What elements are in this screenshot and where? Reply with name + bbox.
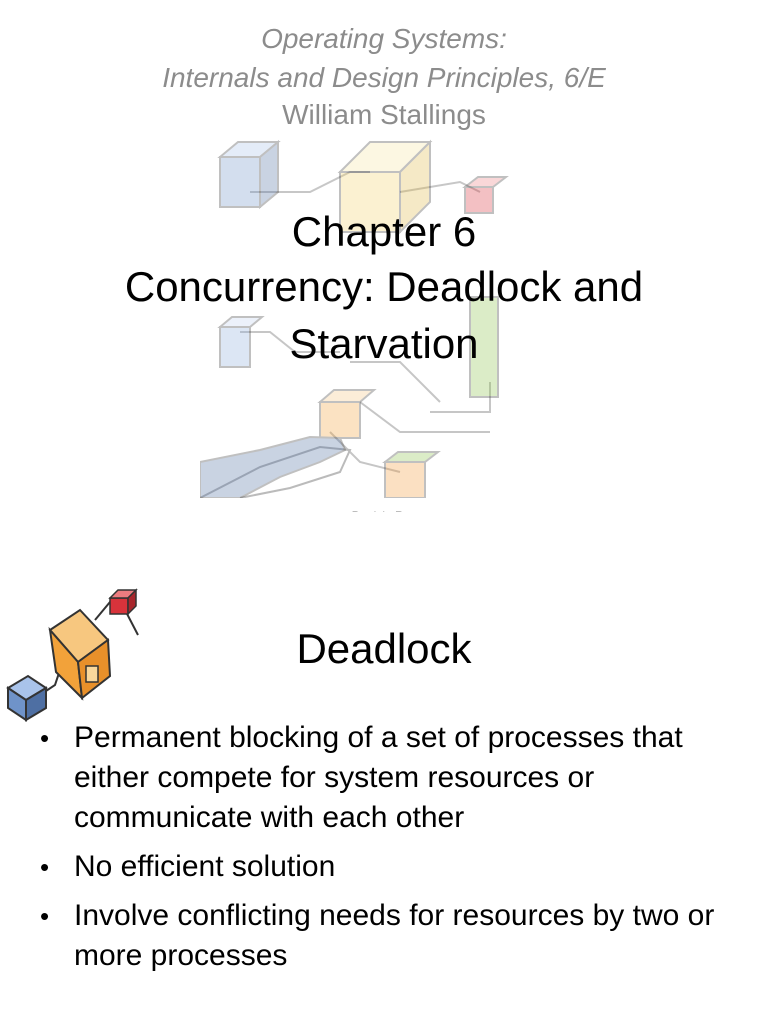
chapter-title-line-2: Concurrency: Deadlock and <box>124 263 644 310</box>
deadlock-slide <box>0 512 768 1024</box>
book-title-line-2: Internals and Design Principles, 6/E <box>162 62 606 93</box>
bullet-item-1 <box>40 718 730 838</box>
bullet-text: Permanent blocking of a set of processes that either compete for system resources or communicate with each other <box>74 721 683 834</box>
slide-title: Deadlock <box>296 625 472 672</box>
bullet-icon: • <box>40 723 50 753</box>
bullet-item-3 <box>40 896 730 976</box>
bullet-icon: • <box>40 901 50 931</box>
network-cubes-illustration <box>200 132 530 498</box>
chapter-title-line-1: Chapter 6 <box>291 208 477 255</box>
bullet-text: Involve conflicting needs for resources by two or more processes <box>74 899 715 972</box>
bullet-text: No efficient solution <box>74 850 336 883</box>
book-title-line-1: Operating Systems: <box>261 23 507 54</box>
bullet-icon: • <box>40 852 50 882</box>
chapter-title-line-3: Starvation <box>289 320 479 367</box>
author-name: William Stallings <box>282 99 486 130</box>
bullet-list <box>40 718 730 985</box>
bullet-item-2 <box>40 847 730 887</box>
